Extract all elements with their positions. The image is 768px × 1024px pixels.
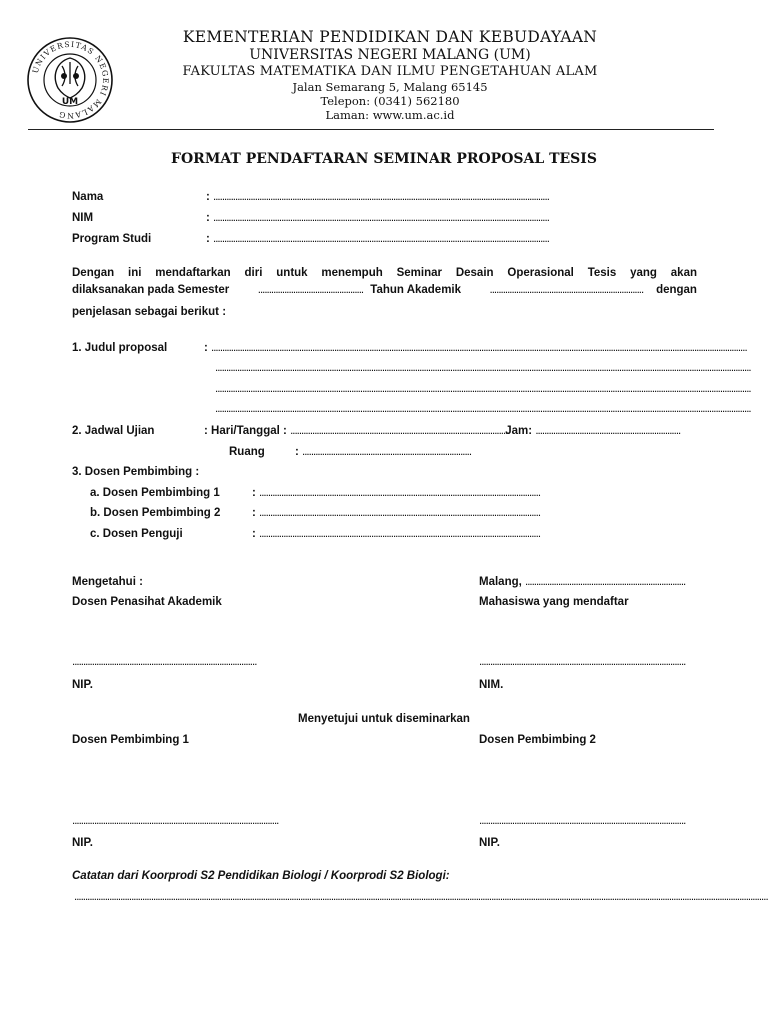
dosen-label: c. Dosen Penguji xyxy=(90,528,183,540)
ruang-fill[interactable]: ............................................................................. xyxy=(302,446,472,458)
pembimbing-1-signature-line xyxy=(72,815,279,827)
menyetujui-label: Menyetujui untuk diseminarkan xyxy=(298,713,470,725)
item-dosen: 3. Dosen Pembimbing : xyxy=(72,466,200,478)
field-separator: : xyxy=(252,487,256,499)
semester-fill[interactable]: ................................................ xyxy=(257,284,364,296)
phone-line: Telepon: (0341) 562180 xyxy=(320,94,460,108)
fill-line[interactable]: ......................................................................................................................................................... xyxy=(213,212,549,224)
header-divider xyxy=(28,129,714,130)
intro-line-3: penjelasan sebagai berikut : xyxy=(72,306,227,318)
fill-line[interactable]: .............................................................................................. xyxy=(479,656,686,668)
dosen-label: b. Dosen Pembimbing 2 xyxy=(90,507,221,519)
fill-line[interactable]: .................................................................................................................................................................................................................................................... xyxy=(215,362,751,374)
field-nama xyxy=(72,191,549,203)
pembimbing-1-nip: NIP. xyxy=(72,837,93,849)
judul-line-2 xyxy=(215,362,751,374)
judul-line-4 xyxy=(215,403,751,415)
judul-line-3 xyxy=(215,383,751,395)
dosen-pembimbing-2 xyxy=(90,507,541,519)
fill-line[interactable]: ............................................................................................................................................................................................................................................................................................................................ xyxy=(74,891,768,903)
jam-fill[interactable]: .................................................................. xyxy=(535,425,681,437)
item-judul xyxy=(72,342,747,354)
malang-label: Malang, xyxy=(479,576,522,588)
fill-line[interactable]: ................................................................................................................................ xyxy=(259,528,541,540)
field-separator: : xyxy=(252,528,256,540)
ruang-label: Ruang xyxy=(229,446,265,458)
fill-line[interactable]: .................................................................................................................................................................................................................................................... xyxy=(215,383,751,395)
university-logo xyxy=(26,36,114,124)
item-label: 2. Jadwal Ujian xyxy=(72,425,155,437)
fill-line[interactable]: .................................................................................... xyxy=(72,656,257,668)
field-separator: : xyxy=(206,212,210,224)
pembimbing-2-nip: NIP. xyxy=(479,837,500,849)
mahasiswa-nim: NIM. xyxy=(479,679,504,691)
catatan-line xyxy=(74,891,768,903)
svg-text:UM: UM xyxy=(61,97,79,107)
field-label: Program Studi xyxy=(72,233,152,245)
pembimbing-2-signature-line xyxy=(479,815,686,827)
university-name: UNIVERSITAS NEGERI MALANG (UM) xyxy=(249,47,531,63)
dpa-label: Dosen Penasihat Akademik xyxy=(72,596,222,608)
form-title: FORMAT PENDAFTARAN SEMINAR PROPOSAL TESIS xyxy=(171,151,597,167)
item-label: 1. Judul proposal xyxy=(72,342,168,354)
field-separator: : xyxy=(206,233,210,245)
fill-line[interactable]: .............................................................................................. xyxy=(72,815,279,827)
field-nim xyxy=(72,212,549,224)
website-line: Laman: www.um.ac.id xyxy=(325,108,455,122)
pembimbing-2-label: Dosen Pembimbing 2 xyxy=(479,734,596,746)
hari-tanggal-fill[interactable]: .................................................................................................... xyxy=(290,425,510,437)
intro-line-2 xyxy=(72,284,697,296)
dosen-label: a. Dosen Pembimbing 1 xyxy=(90,487,220,499)
fill-line[interactable]: .............................................................................................. xyxy=(479,815,686,827)
mahasiswa-label: Mahasiswa yang mendaftar xyxy=(479,596,629,608)
item-jadwal xyxy=(72,425,681,437)
dpa-signature-line xyxy=(72,656,257,668)
intro-text: dilaksanakan pada Semester xyxy=(72,284,230,296)
field-label: NIM xyxy=(72,212,94,224)
tahun-akademik-fill[interactable]: ...................................................................... xyxy=(489,284,644,296)
field-label: Nama xyxy=(72,191,104,203)
intro-text: Tahun Akademik xyxy=(370,284,462,296)
fill-line[interactable]: ................................................................................................................................ xyxy=(259,487,541,499)
malang-date xyxy=(479,576,686,588)
fill-line[interactable]: ......................................................................................................................................................... xyxy=(213,191,549,203)
field-program-studi xyxy=(72,233,549,245)
dosen-penguji xyxy=(90,528,541,540)
fill-line[interactable]: .................................................................................................................................................................................................................................................... xyxy=(215,403,751,415)
catatan-label: Catatan dari Koorprodi S2 Pendidikan Biologi / Koorprodi S2 Biologi: xyxy=(72,870,450,882)
dpa-nip: NIP. xyxy=(72,679,93,691)
faculty-name: FAKULTAS MATEMATIKA DAN ILMU PENGETAHUAN ALAM xyxy=(182,64,598,79)
address-line: Jalan Semarang 5, Malang 65145 xyxy=(292,80,488,94)
jam-label: Jam: xyxy=(505,425,533,437)
dosen-pembimbing-1 xyxy=(90,487,541,499)
hari-tanggal-label: : Hari/Tanggal : xyxy=(204,425,287,437)
fill-line[interactable]: .................................................................................................................................................................................................................................................... xyxy=(211,342,747,354)
item-ruang xyxy=(229,446,472,458)
pembimbing-1-label: Dosen Pembimbing 1 xyxy=(72,734,189,746)
date-fill[interactable]: ......................................................................... xyxy=(525,576,686,588)
field-separator: : xyxy=(252,507,256,519)
svg-text:UNIVERSITAS NEGERI MALANG: UNIVERSITAS NEGERI MALANG xyxy=(30,39,111,121)
intro-text: dengan xyxy=(656,284,697,296)
field-separator: : xyxy=(206,191,210,203)
field-separator: : xyxy=(295,446,299,458)
ministry-name: KEMENTERIAN PENDIDIKAN DAN KEBUDAYAAN xyxy=(182,28,598,46)
fill-line[interactable]: ......................................................................................................................................................... xyxy=(213,233,549,245)
fill-line[interactable]: ................................................................................................................................ xyxy=(259,507,541,519)
mengetahui-label: Mengetahui : xyxy=(72,576,143,588)
mahasiswa-signature-line xyxy=(479,656,686,668)
field-separator: : xyxy=(204,342,208,354)
intro-line-1: Dengan ini mendaftarkan diri untuk menempuh Seminar Desain Operasional Tesis yang akan xyxy=(72,267,697,279)
